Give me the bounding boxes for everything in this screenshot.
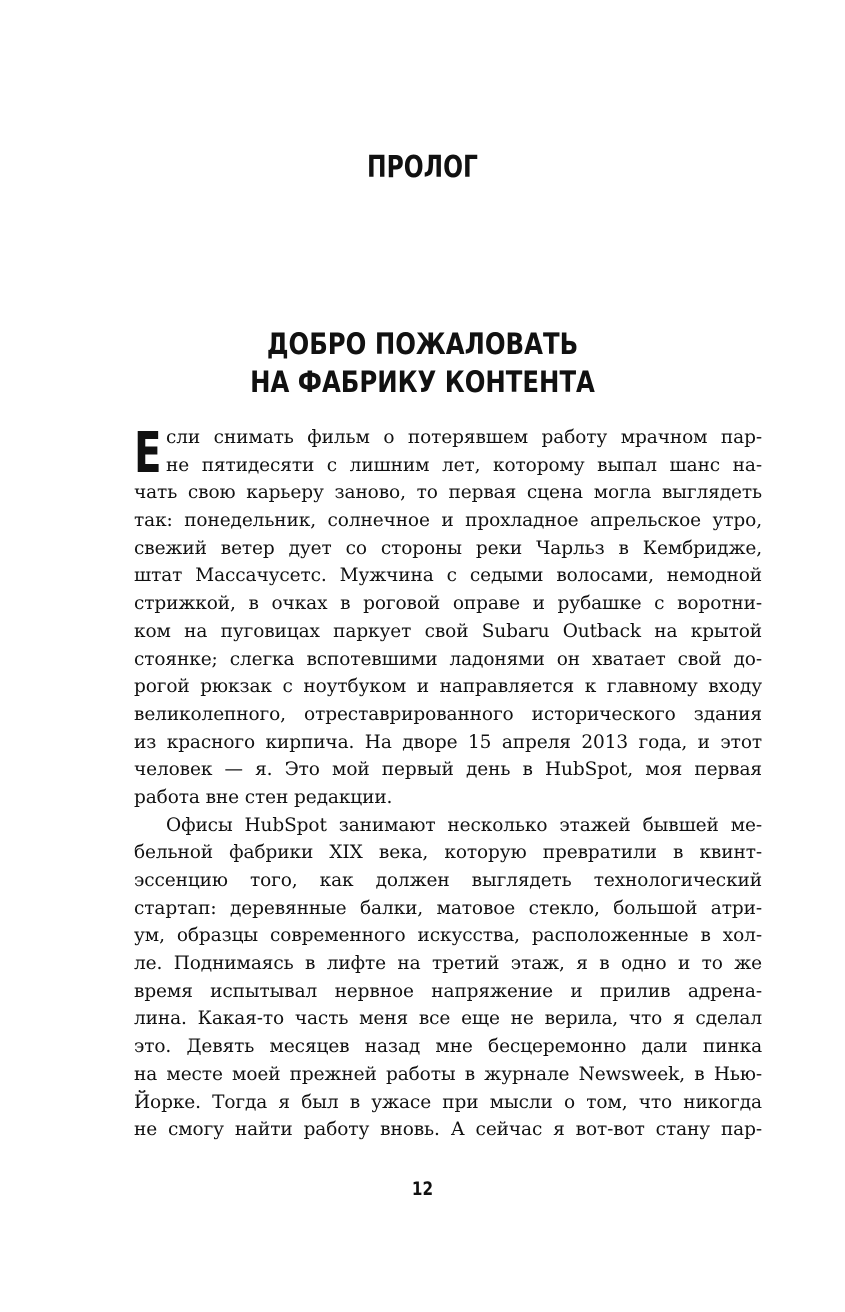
text-line: на месте моей прежней работы в журнале Newsweek, в Нью- bbox=[134, 1063, 762, 1085]
text-line: сли снимать фильм о потерявшем работу мрачном пар- bbox=[166, 427, 762, 448]
text-line: свежий ветер дует со стороны реки Чарльз в Кембридже, bbox=[134, 537, 762, 559]
chapter-title-line-2: НА ФАБРИКУ КОНТЕНТА bbox=[250, 365, 595, 399]
chapter-title-line-1: ДОБРО ПОЖАЛОВАТЬ bbox=[266, 327, 579, 361]
text-line: стартап: деревянные балки, матовое стекло, большой атри- bbox=[134, 897, 762, 919]
text-line: лина. Какая-то часть меня все еще не верила, что я сделал bbox=[134, 1008, 762, 1030]
text-line: Йорке. Тогда я был в ужасе при мысли о том, что никогда bbox=[134, 1091, 762, 1113]
text-line: эссенцию того, как должен выглядеть технологический bbox=[134, 870, 762, 891]
text-line: работа вне стен редакции. bbox=[134, 786, 393, 808]
text-line: рогой рюкзак с ноутбуком и направляется к главному входу bbox=[134, 676, 762, 698]
text-line: не пятидесяти с лишним лет, которому выпал шанс на- bbox=[166, 454, 762, 476]
text-line: это. Девять месяцев назад мне бесцеремонно дали пинка bbox=[134, 1036, 762, 1058]
text-line: время испытывал нервное напряжение и прилив адрена- bbox=[134, 980, 762, 1002]
drop-cap: Е bbox=[134, 421, 162, 486]
text-line: ле. Поднимаясь в лифте на третий этаж, я в одно и то же bbox=[134, 953, 762, 975]
paragraph-2 bbox=[134, 812, 762, 1144]
text-line: стоянке; слегка вспотевшими ладонями он хватает свой до- bbox=[134, 648, 762, 670]
text-line: не смогу найти работу вновь. А сейчас я вот-вот стану пар- bbox=[134, 1119, 762, 1141]
text-line: из красного кирпича. На дворе 15 апреля 2013 года, и этот bbox=[134, 731, 762, 753]
text-line: стрижкой, в очках в роговой оправе и рубашке с воротни- bbox=[134, 593, 762, 615]
text-line: человек — я. Это мой первый день в HubSpot, моя первая bbox=[134, 759, 762, 781]
text-line: ум, образцы современного искусства, расположенные в хол- bbox=[134, 925, 762, 947]
chapter-label: ПРОЛОГ bbox=[367, 150, 478, 185]
text-line: так: понедельник, солнечное и прохладное апрельское утро, bbox=[134, 510, 762, 532]
paragraph-1 bbox=[134, 421, 762, 812]
text-line: великолепного, отреставрированного исторического здания bbox=[134, 703, 762, 725]
chapter-title bbox=[68, 325, 778, 401]
page-number: 12 bbox=[411, 1178, 434, 1200]
text-line: Офисы HubSpot занимают несколько этажей бывшей ме- bbox=[166, 814, 762, 836]
text-line: бельной фабрики XIX века, которую превратили в квинт- bbox=[134, 842, 762, 864]
body-text bbox=[134, 421, 762, 1144]
text-line: штат Массачусетс. Мужчина с седыми волосами, немодной bbox=[134, 565, 762, 587]
text-line: ком на пуговицах паркует свой Subaru Outback на крытой bbox=[134, 620, 762, 642]
text-line: чать свою карьеру заново, то первая сцена могла выглядеть bbox=[134, 482, 762, 504]
